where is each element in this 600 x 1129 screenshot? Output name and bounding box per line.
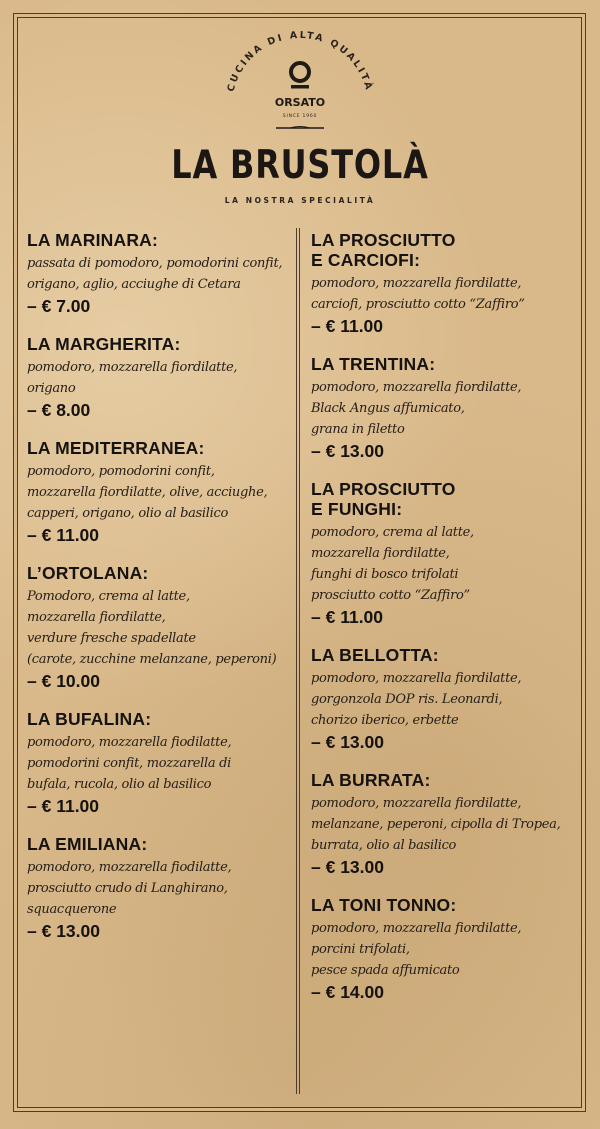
pizza-ingredients: pomodoro, mozzarella fiodilatte, pomodorini confit, mozzarella di bufala, rucola, olio al basilico bbox=[27, 735, 232, 792]
column-divider bbox=[296, 228, 300, 1094]
pizza-ingredients: pomodoro, mozzarella fiordilatte, carciofi, prosciutto cotto “Zaffiro” bbox=[311, 276, 525, 312]
pizza-price: – € 11.00 bbox=[27, 796, 100, 816]
pizza-ingredients: Pomodoro, crema al latte, mozzarella fiordilatte, verdure fresche spadellate (carote, zucchine melanzane, peperoni) bbox=[27, 589, 277, 667]
menu-item bbox=[27, 709, 289, 817]
menu-item bbox=[311, 895, 573, 1003]
menu-item bbox=[311, 230, 573, 337]
menu-subtitle: LA NOSTRA SPECIALITÀ bbox=[224, 196, 376, 205]
menu-item bbox=[27, 230, 289, 317]
logo-arc-text: CUCINA DI ALTA QUALITÀ bbox=[225, 29, 375, 93]
pizza-price: – € 13.00 bbox=[311, 857, 384, 877]
menu-column-left bbox=[27, 230, 289, 959]
pizza-price: – € 11.00 bbox=[27, 525, 100, 545]
menu-item bbox=[311, 645, 573, 753]
pizza-name: LA MARINARA: bbox=[27, 230, 159, 250]
pizza-price: – € 13.00 bbox=[311, 441, 384, 461]
pizza-name: LA BURRATA: bbox=[311, 770, 431, 790]
orsato-logo bbox=[218, 28, 382, 138]
pizza-ingredients: passata di pomodoro, pomodorini confit, origano, aglio, acciughe di Cetara bbox=[27, 256, 283, 292]
logo-since: SINCE 1960 bbox=[282, 114, 318, 119]
pizza-price: – € 8.00 bbox=[27, 400, 91, 420]
menu-item bbox=[27, 834, 289, 942]
pizza-name: LA TRENTINA: bbox=[311, 354, 436, 374]
pizza-price: – € 11.00 bbox=[311, 316, 384, 336]
pizza-name: LA MEDITERRANEA: bbox=[27, 438, 205, 458]
pizza-ingredients: pomodoro, mozzarella fiordilatte, gorgonzola DOP ris. Leonardi, chorizo iberico, erbette bbox=[311, 671, 522, 728]
pizza-ingredients: pomodoro, mozzarella fiordilatte, porcini trifolati, pesce spada affumicato bbox=[311, 921, 522, 978]
pizza-ingredients: pomodoro, mozzarella fiordilatte, Black Angus affumicato, grana in filetto bbox=[311, 380, 522, 437]
pizza-price: – € 11.00 bbox=[311, 607, 384, 627]
pizza-ingredients: pomodoro, mozzarella fiodilatte, prosciutto crudo di Langhirano, squacquerone bbox=[27, 860, 232, 917]
pizza-ingredients: pomodoro, mozzarella fiordilatte, melanzane, peperoni, cipolla di Tropea, burrata, olio al basilico bbox=[311, 796, 561, 853]
pizza-name: LA BUFALINA: bbox=[27, 709, 152, 729]
logo-brand: ORSATO bbox=[274, 96, 326, 109]
pizza-ingredients: pomodoro, crema al latte, mozzarella fiordilatte, funghi di bosco trifolati prosciutto cotto “Zaffiro” bbox=[311, 525, 474, 603]
pizza-name: LA TONI TONNO: bbox=[311, 895, 457, 915]
logo-mark-icon bbox=[291, 63, 309, 89]
pizza-name: LA MARGHERITA: bbox=[27, 334, 181, 354]
pizza-price: – € 10.00 bbox=[27, 671, 100, 691]
pizza-price: – € 13.00 bbox=[27, 921, 100, 941]
menu-title: LA BRUSTOLÀ bbox=[171, 143, 429, 188]
pizza-ingredients: pomodoro, mozzarella fiordilatte, origano bbox=[27, 360, 238, 396]
pizza-name: LA PROSCIUTTO E CARCIOFI: bbox=[311, 230, 456, 270]
menu-item bbox=[27, 438, 289, 546]
menu-item bbox=[311, 770, 573, 878]
pizza-price: – € 14.00 bbox=[311, 982, 384, 1002]
menu-item bbox=[311, 354, 573, 462]
pizza-ingredients: pomodoro, pomodorini confit, mozzarella fiordilatte, olive, acciughe, capperi, origano, olio al basilico bbox=[27, 464, 268, 521]
menu-item bbox=[27, 563, 289, 692]
pizza-price: – € 13.00 bbox=[311, 732, 384, 752]
pizza-name: LA PROSCIUTTO E FUNGHI: bbox=[311, 479, 456, 519]
pizza-name: LA BELLOTTA: bbox=[311, 645, 439, 665]
menu-item bbox=[311, 479, 573, 628]
pizza-name: LA EMILIANA: bbox=[27, 834, 148, 854]
pizza-price: – € 7.00 bbox=[27, 296, 91, 316]
menu-column-right bbox=[311, 230, 573, 1020]
menu-item bbox=[27, 334, 289, 421]
pizza-name: L’ORTOLANA: bbox=[27, 563, 149, 583]
